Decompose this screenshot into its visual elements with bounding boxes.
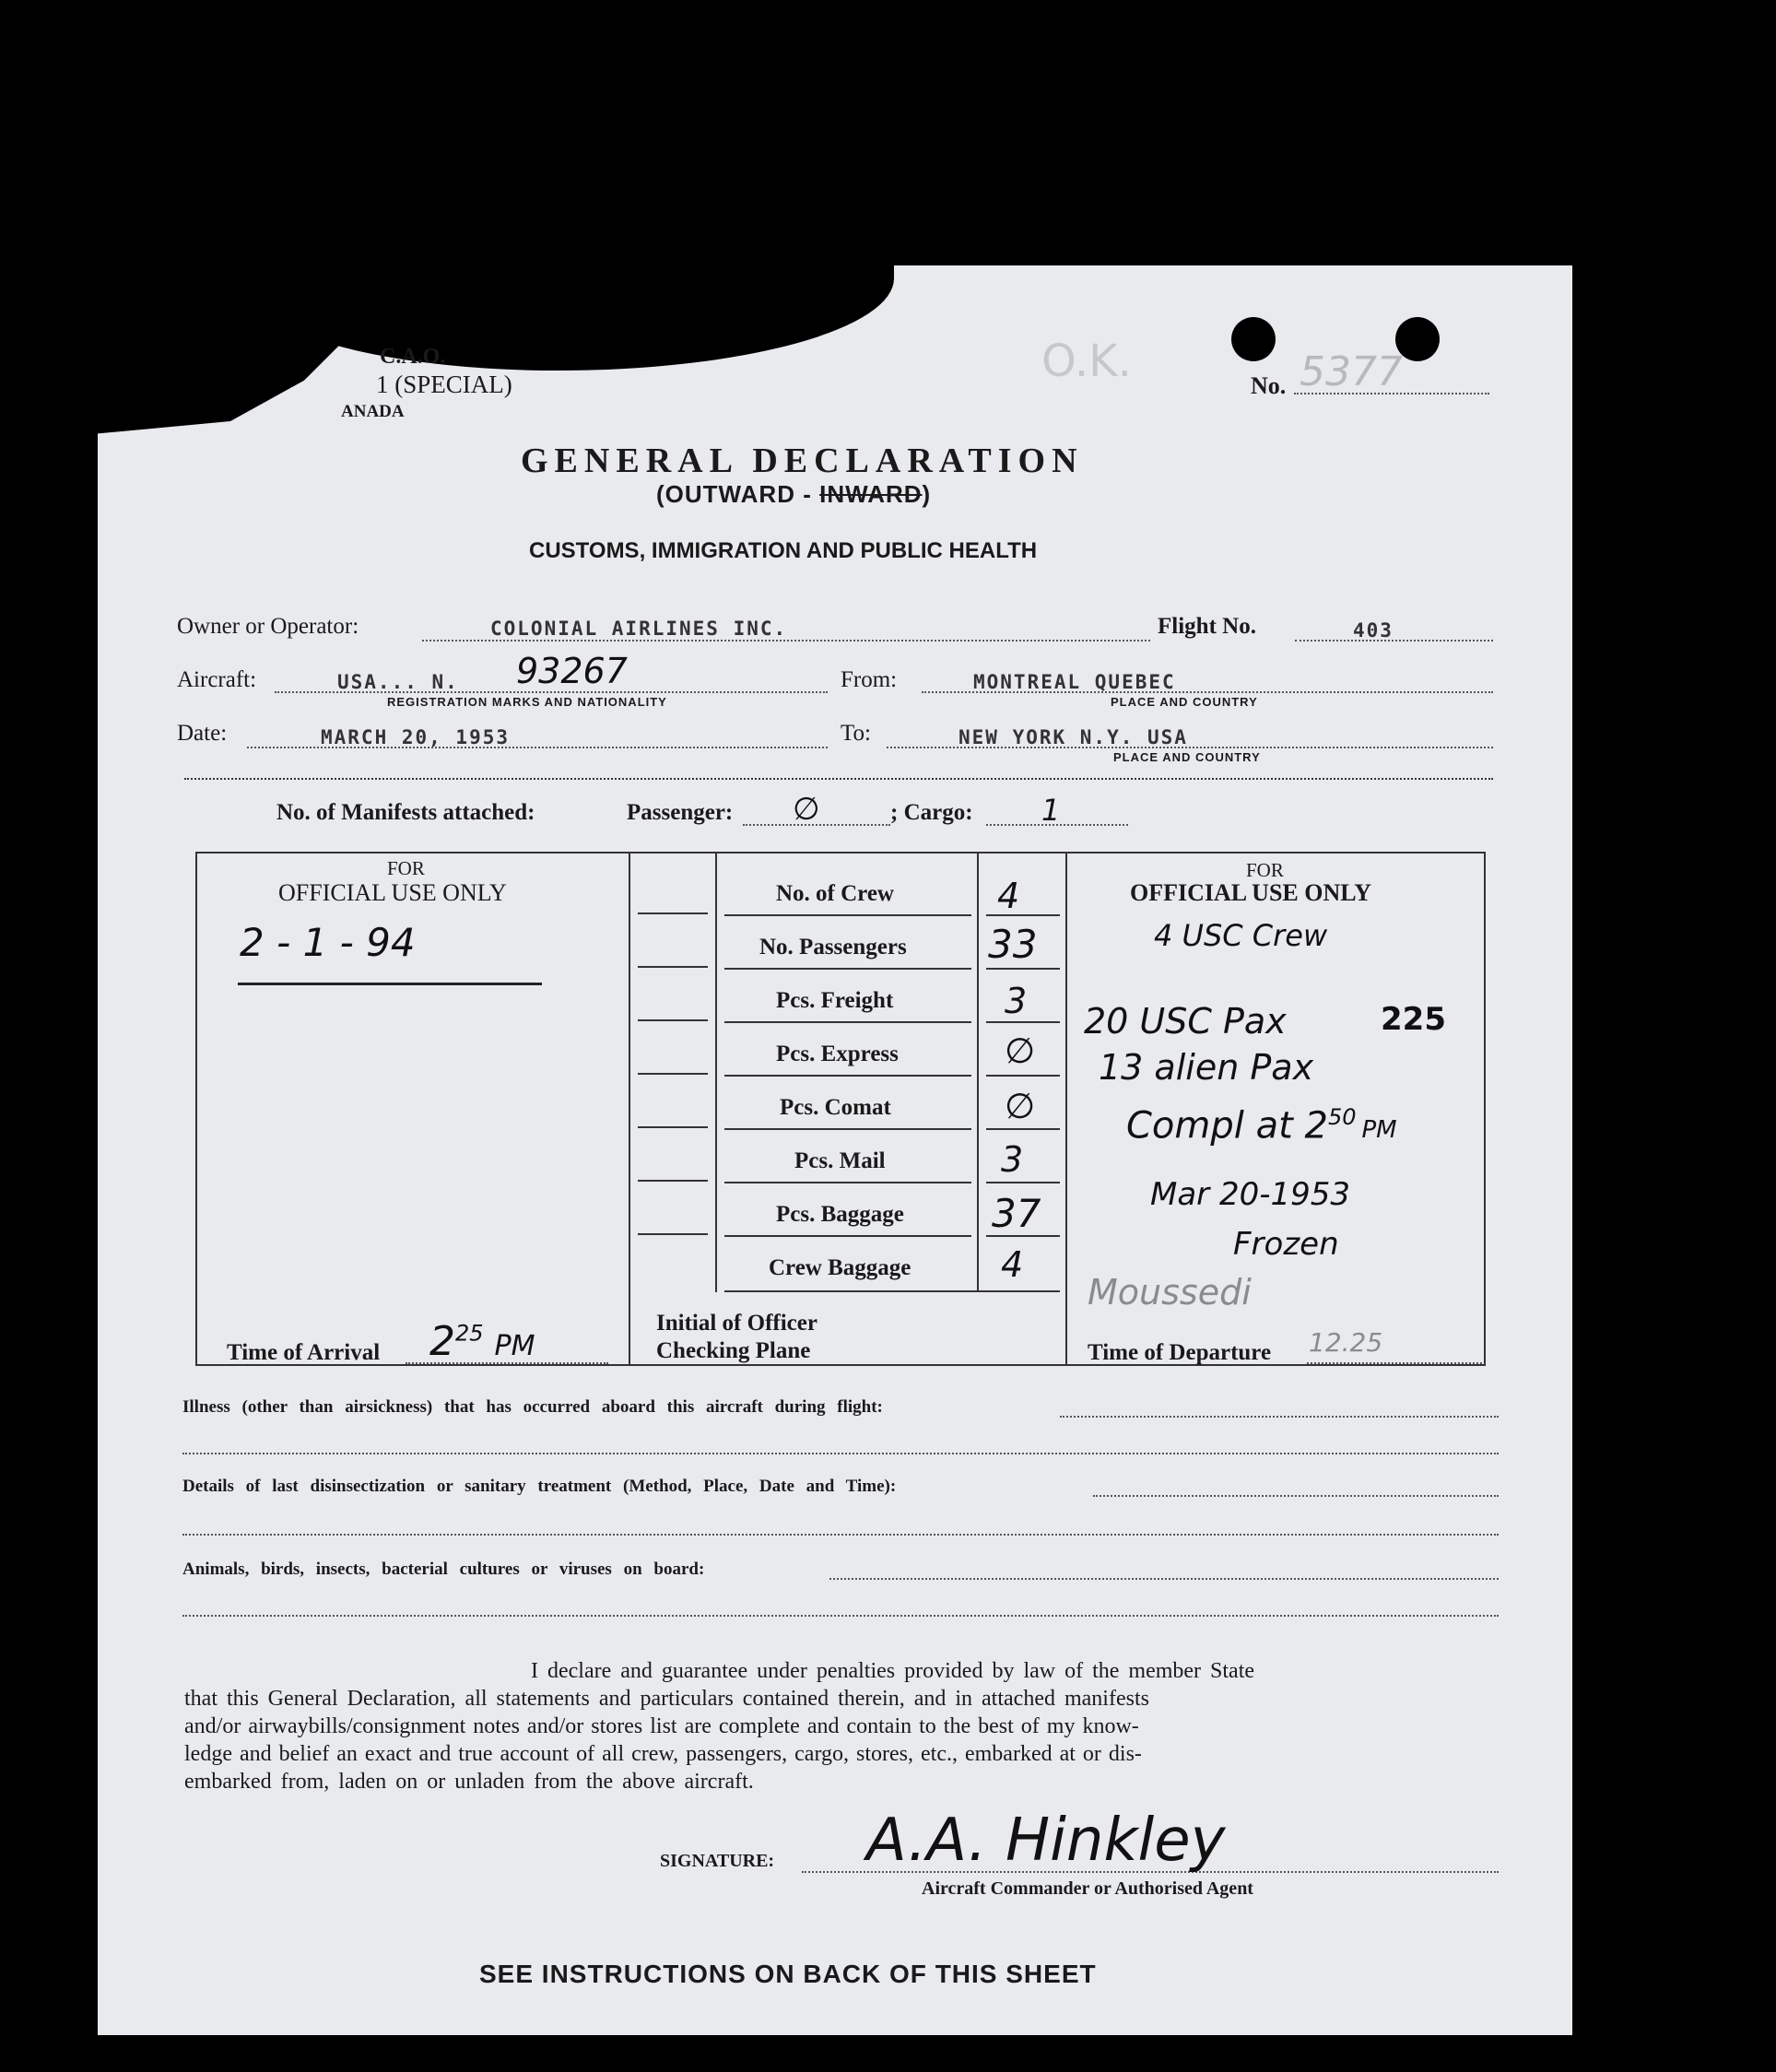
passenger-value: ∅ — [793, 791, 820, 828]
form-code-line1: C.A.O. — [380, 345, 446, 369]
form-title: GENERAL DECLARATION — [521, 441, 1084, 480]
date-label: Date: — [177, 721, 228, 746]
owner-value: COLONIAL AIRLINES INC. — [490, 618, 788, 640]
animals-line — [829, 1578, 1499, 1580]
item-freight-label: Pcs. Freight — [776, 988, 894, 1013]
arrival-hour: 2 — [429, 1318, 455, 1365]
right-note-completed — [1126, 1104, 1397, 1147]
separator — [184, 778, 1493, 780]
left-official-label: OFFICIAL USE ONLY — [278, 879, 507, 906]
disinsect-line — [1093, 1495, 1499, 1497]
to-label: To: — [841, 721, 871, 746]
declaration-line: that this General Declaration, all statements and particulars contained therein, and in attached manifests — [184, 1687, 1149, 1711]
left-official-note: 2 - 1 - 94 — [240, 920, 416, 965]
item-express-label: Pcs. Express — [776, 1042, 899, 1066]
item-express-value: ∅ — [1005, 1030, 1036, 1071]
from-caption: PLACE AND COUNTRY — [1111, 695, 1258, 709]
item-mail-value: 3 — [1001, 1139, 1024, 1180]
form-code-line2: 1 (SPECIAL) — [376, 371, 512, 398]
cargo-label: ; Cargo: — [890, 800, 973, 825]
right-note-completed-text: Compl at 2 — [1126, 1104, 1328, 1148]
tick-line — [638, 966, 708, 968]
right-note-initial: Frozen — [1233, 1226, 1339, 1263]
declaration-line: I declare and guarantee under penalties provided by law of the member State — [531, 1659, 1255, 1683]
tick-line — [638, 912, 708, 914]
row-divider — [724, 1021, 971, 1023]
right-note-number: 225 — [1381, 1001, 1446, 1038]
item-crew-value: 4 — [997, 876, 1020, 916]
right-note-usc-pax: 20 USC Pax — [1084, 1001, 1287, 1042]
tick-line — [638, 1073, 708, 1075]
form-code-line3: ANADA — [341, 402, 405, 421]
section-heading: CUSTOMS, IMMIGRATION AND PUBLIC HEALTH — [529, 538, 1038, 563]
subtitle-inward: INWARD — [819, 480, 923, 508]
to-value: NEW YORK N.Y. USA — [959, 726, 1188, 748]
row-divider — [986, 1128, 1060, 1130]
left-for-label: FOR — [387, 857, 425, 879]
tick-line — [638, 1019, 708, 1021]
officer-line1: Initial of Officer — [656, 1311, 817, 1336]
box-divider — [1065, 852, 1067, 1366]
punch-hole-icon — [1231, 317, 1276, 361]
box-left-border — [195, 852, 197, 1366]
cargo-value: 1 — [1041, 793, 1061, 828]
box-bottom-border — [195, 1364, 1486, 1366]
signature-label: SIGNATURE: — [660, 1851, 775, 1871]
declaration-line: and/or airwaybills/consignment notes and/or stores list are complete and contain to the best of my know- — [184, 1714, 1139, 1738]
right-official-label: OFFICIAL USE ONLY — [1130, 879, 1371, 906]
item-crew-label: No. of Crew — [776, 881, 894, 906]
declaration-line: ledge and belief an exact and true account of all crew, passengers, cargo, stores, etc., embarked at or dis- — [184, 1742, 1142, 1766]
box-divider — [629, 852, 630, 1366]
right-note-date: Mar 20-1953 — [1150, 1176, 1351, 1213]
row-divider — [724, 1235, 971, 1237]
illness-line-2 — [182, 1453, 1499, 1454]
form-subtitle — [656, 480, 931, 509]
date-value: MARCH 20, 1953 — [321, 726, 511, 748]
declaration-line: embarked from, laden on or unladen from the above aircraft. — [184, 1770, 754, 1794]
box-right-border — [1484, 852, 1486, 1366]
from-value: MONTREAL QUEBEC — [973, 671, 1176, 693]
from-label: From: — [841, 667, 898, 692]
item-comat-value: ∅ — [1005, 1086, 1036, 1126]
aircraft-label: Aircraft: — [177, 667, 257, 692]
row-divider — [724, 968, 971, 970]
animals-line-2 — [182, 1615, 1499, 1617]
signature-caption: Aircraft Commander or Authorised Agent — [922, 1878, 1253, 1899]
signature-value: A.A. Hinkley — [866, 1807, 1226, 1875]
item-passengers-value: 33 — [988, 922, 1038, 967]
number-label: No. — [1251, 372, 1287, 399]
passenger-label: Passenger: — [627, 800, 734, 825]
box-top-border — [195, 852, 1486, 854]
aircraft-prefix: USA... N. — [337, 671, 459, 693]
item-baggage-label: Pcs. Baggage — [776, 1202, 904, 1227]
tick-line — [638, 1126, 708, 1128]
subtitle-close: ) — [922, 480, 932, 508]
right-for-label: FOR — [1246, 859, 1284, 881]
right-note-alien-pax: 13 alien Pax — [1099, 1047, 1314, 1088]
row-divider — [724, 1075, 971, 1077]
aircraft-value: 93267 — [516, 651, 628, 691]
disinsect-line-2 — [182, 1534, 1499, 1536]
item-crew-baggage-value: 4 — [1001, 1244, 1024, 1285]
item-baggage-value: 37 — [992, 1191, 1041, 1236]
subtitle-outward: (OUTWARD - — [656, 480, 820, 508]
footer-instructions: SEE INSTRUCTIONS ON BACK OF THIS SHEET — [479, 1960, 1097, 1988]
right-note-crew: 4 USC Crew — [1154, 918, 1328, 953]
to-caption: PLACE AND COUNTRY — [1113, 750, 1261, 764]
row-divider — [724, 914, 971, 916]
flight-value: 403 — [1353, 619, 1394, 642]
right-note-completed-pm: PM — [1361, 1116, 1397, 1145]
number-line — [1294, 393, 1489, 394]
item-passengers-label: No. Passengers — [759, 935, 907, 959]
illness-label: Illness (other than airsickness) that has occurred aboard this aircraft during flight: — [182, 1397, 883, 1417]
aircraft-caption: REGISTRATION MARKS AND NATIONALITY — [387, 695, 667, 709]
animals-label: Animals, birds, insects, bacterial cultures or viruses on board: — [182, 1560, 705, 1579]
number-value: 5377 — [1300, 348, 1403, 395]
departure-label: Time of Departure — [1088, 1340, 1272, 1365]
left-note-underline — [238, 983, 542, 985]
row-divider — [986, 1075, 1060, 1077]
flight-label: Flight No. — [1158, 614, 1256, 639]
manifests-label: No. of Manifests attached: — [276, 800, 535, 825]
departure-value: 12.25 — [1309, 1327, 1383, 1358]
box-divider — [977, 852, 979, 1292]
item-mail-label: Pcs. Mail — [794, 1148, 886, 1173]
row-divider — [986, 1182, 1060, 1183]
owner-label: Owner or Operator: — [177, 614, 359, 639]
box-divider — [715, 852, 717, 1292]
arrival-label: Time of Arrival — [227, 1340, 381, 1365]
row-divider — [986, 914, 1060, 916]
row-divider — [724, 1290, 1060, 1292]
illness-line — [1060, 1416, 1499, 1418]
row-divider — [724, 1128, 971, 1130]
tick-line — [638, 1233, 708, 1235]
departure-line — [1307, 1362, 1482, 1364]
tick-line — [638, 1180, 708, 1182]
row-divider — [986, 1235, 1060, 1237]
officer-line2: Checking Plane — [656, 1338, 811, 1363]
arrival-pm: PM — [494, 1330, 535, 1362]
row-divider — [724, 1182, 971, 1183]
row-divider — [986, 968, 1060, 970]
disinsect-label: Details of last disinsectization or sanitary treatment (Method, Place, Date and Time): — [182, 1477, 897, 1496]
flight-line — [1295, 640, 1493, 642]
ok-stamp: O.K. — [1041, 336, 1132, 387]
arrival-value — [429, 1318, 535, 1365]
row-divider — [986, 1021, 1060, 1023]
item-crew-baggage-label: Crew Baggage — [769, 1255, 912, 1280]
item-freight-value: 3 — [1005, 981, 1028, 1021]
arrival-minutes: 25 — [455, 1320, 484, 1347]
owner-line — [422, 640, 1150, 642]
right-note-completed-minutes: 50 — [1327, 1104, 1357, 1130]
item-comat-label: Pcs. Comat — [780, 1095, 891, 1120]
right-note-signature: Moussedi — [1088, 1272, 1252, 1313]
